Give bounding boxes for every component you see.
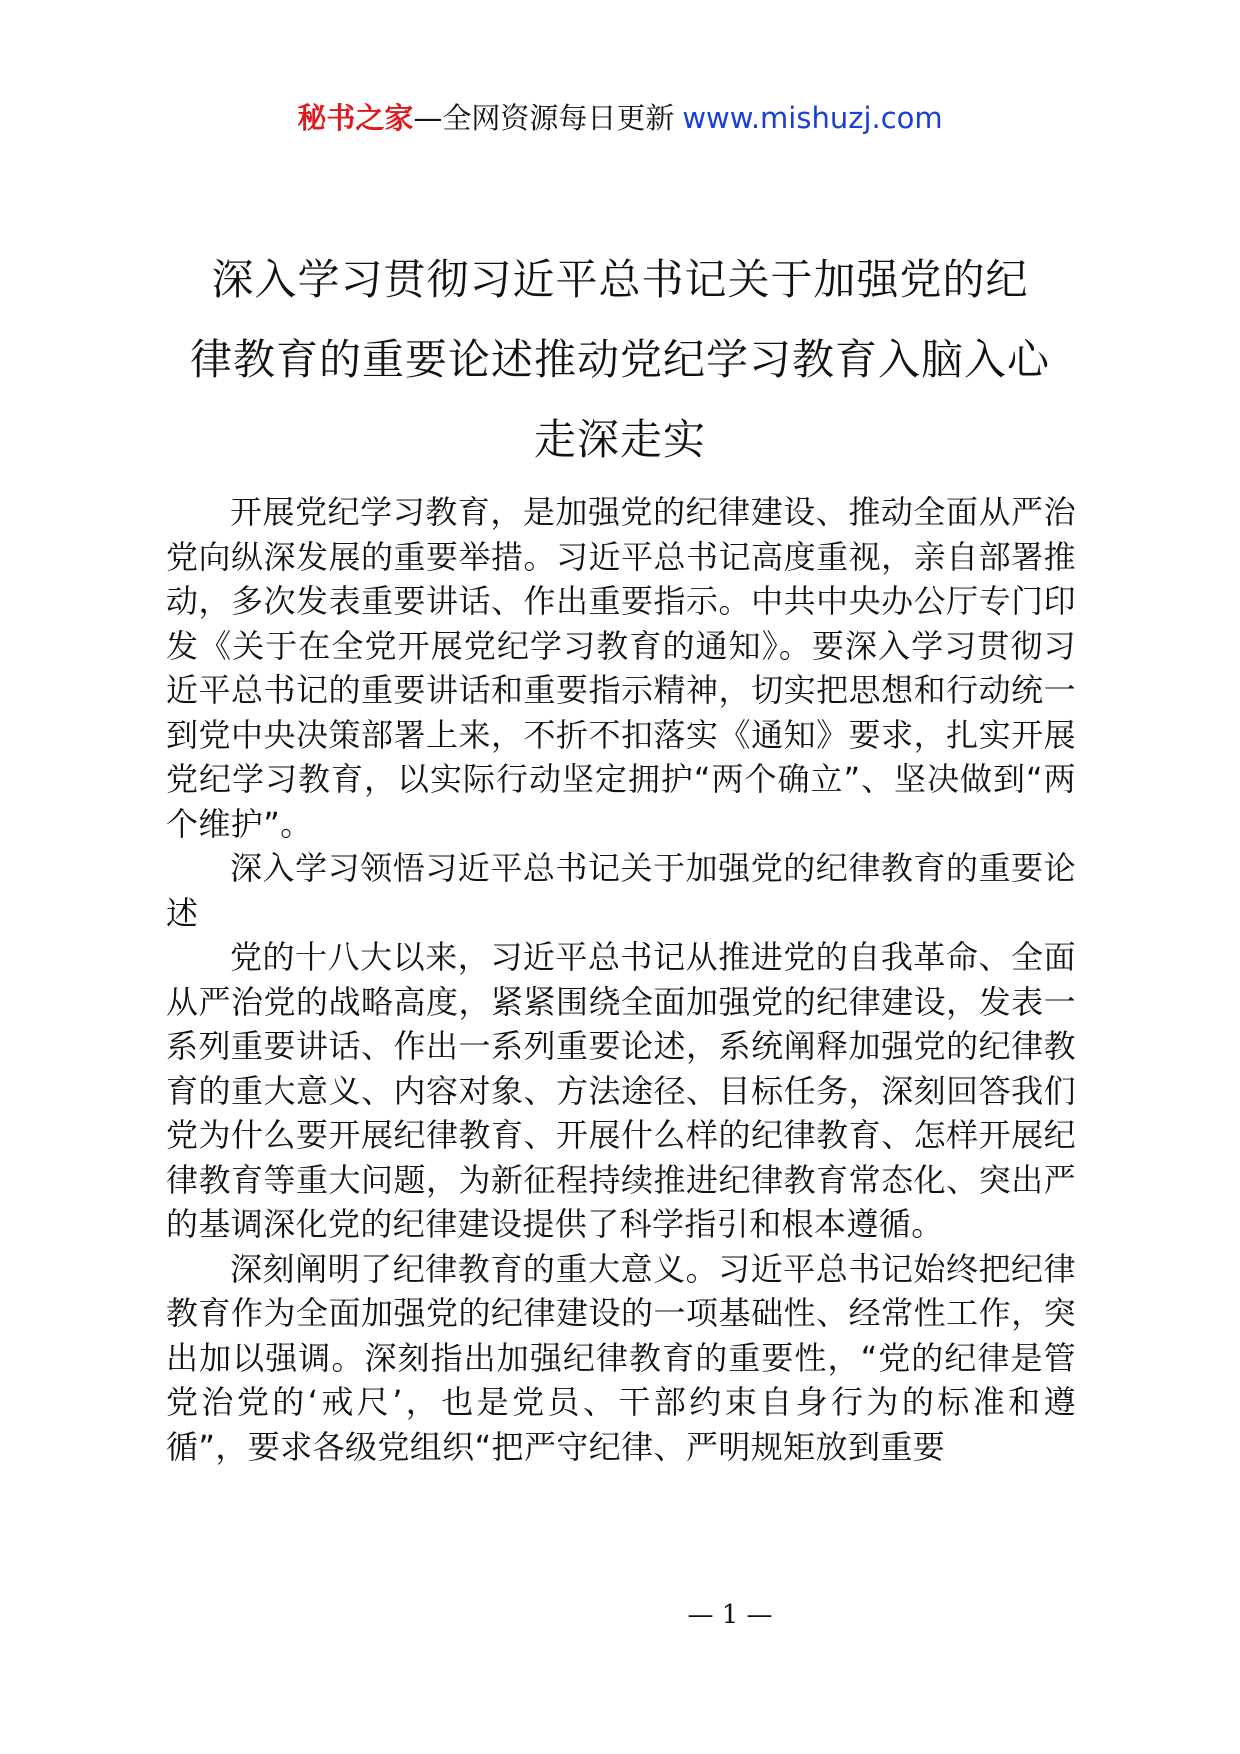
paragraph-significance: 深刻阐明了纪律教育的重大意义。习近平总书记始终把纪律教育作为全面加强党的纪律建设的一项基础性、经常性工作，突出加以强调。深刻指出加强纪律教育的重要性，“党的纪律是管党治党的‘戒尺’，也是党员、干部约束自身行为的标准和遵循”，要求各级党组织“把严守纪律、严明规矩放到重要 [166, 1249, 1076, 1466]
document-title [150, 240, 1090, 480]
site-tagline: —全网资源每日更新 [413, 101, 675, 135]
title-line-3: 走深走实 [533, 415, 706, 464]
document-body [166, 490, 1076, 1469]
site-header [0, 98, 1240, 138]
section-heading: 深入学习领悟习近平总书记关于加强党的纪律教育的重要论述 [166, 849, 1076, 932]
page-number: — 1 — [687, 1600, 773, 1630]
title-line-1: 深入学习贯彻习近平总书记关于加强党的纪 [211, 255, 1029, 304]
site-brand: 秘书之家 [297, 101, 414, 135]
site-url-link[interactable]: www.mishuzj.com [682, 101, 943, 135]
paragraph-overview: 党的十八大以来，习近平总书记从推进党的自我革命、全面从严治党的战略高度，紧紧围绕全面加强党的纪律建设，发表一系列重要讲话、作出一系列重要论述，系统阐释加强党的纪律教育的重大意义、内容对象、方法途径、目标任务，深刻回答我们党为什么要开展纪律教育、开展什么样的纪律教育、怎样开展纪律教育等重大问题，为新征程持续推进纪律教育常态化、突出严的基调深化党的纪律建设提供了科学指引和根本遵循。 [166, 938, 1076, 1243]
title-line-2: 律教育的重要论述推动党纪学习教育入脑入心 [189, 335, 1050, 384]
paragraph-intro: 开展党纪学习教育，是加强党的纪律建设、推动全面从严治党向纵深发展的重要举措。习近平总书记高度重视，亲自部署推动，多次发表重要讲话、作出重要指示。中共中央办公厅专门印发《关于在全党开展党纪学习教育的通知》。要深入学习贯彻习近平总书记的重要讲话和重要指示精神，切实把思想和行动统一到党中央决策部署上来，不折不扣落实《通知》要求，扎实开展党纪学习教育，以实际行动坚定拥护“两个确立”、坚决做到“两个维护”。 [166, 493, 1076, 843]
